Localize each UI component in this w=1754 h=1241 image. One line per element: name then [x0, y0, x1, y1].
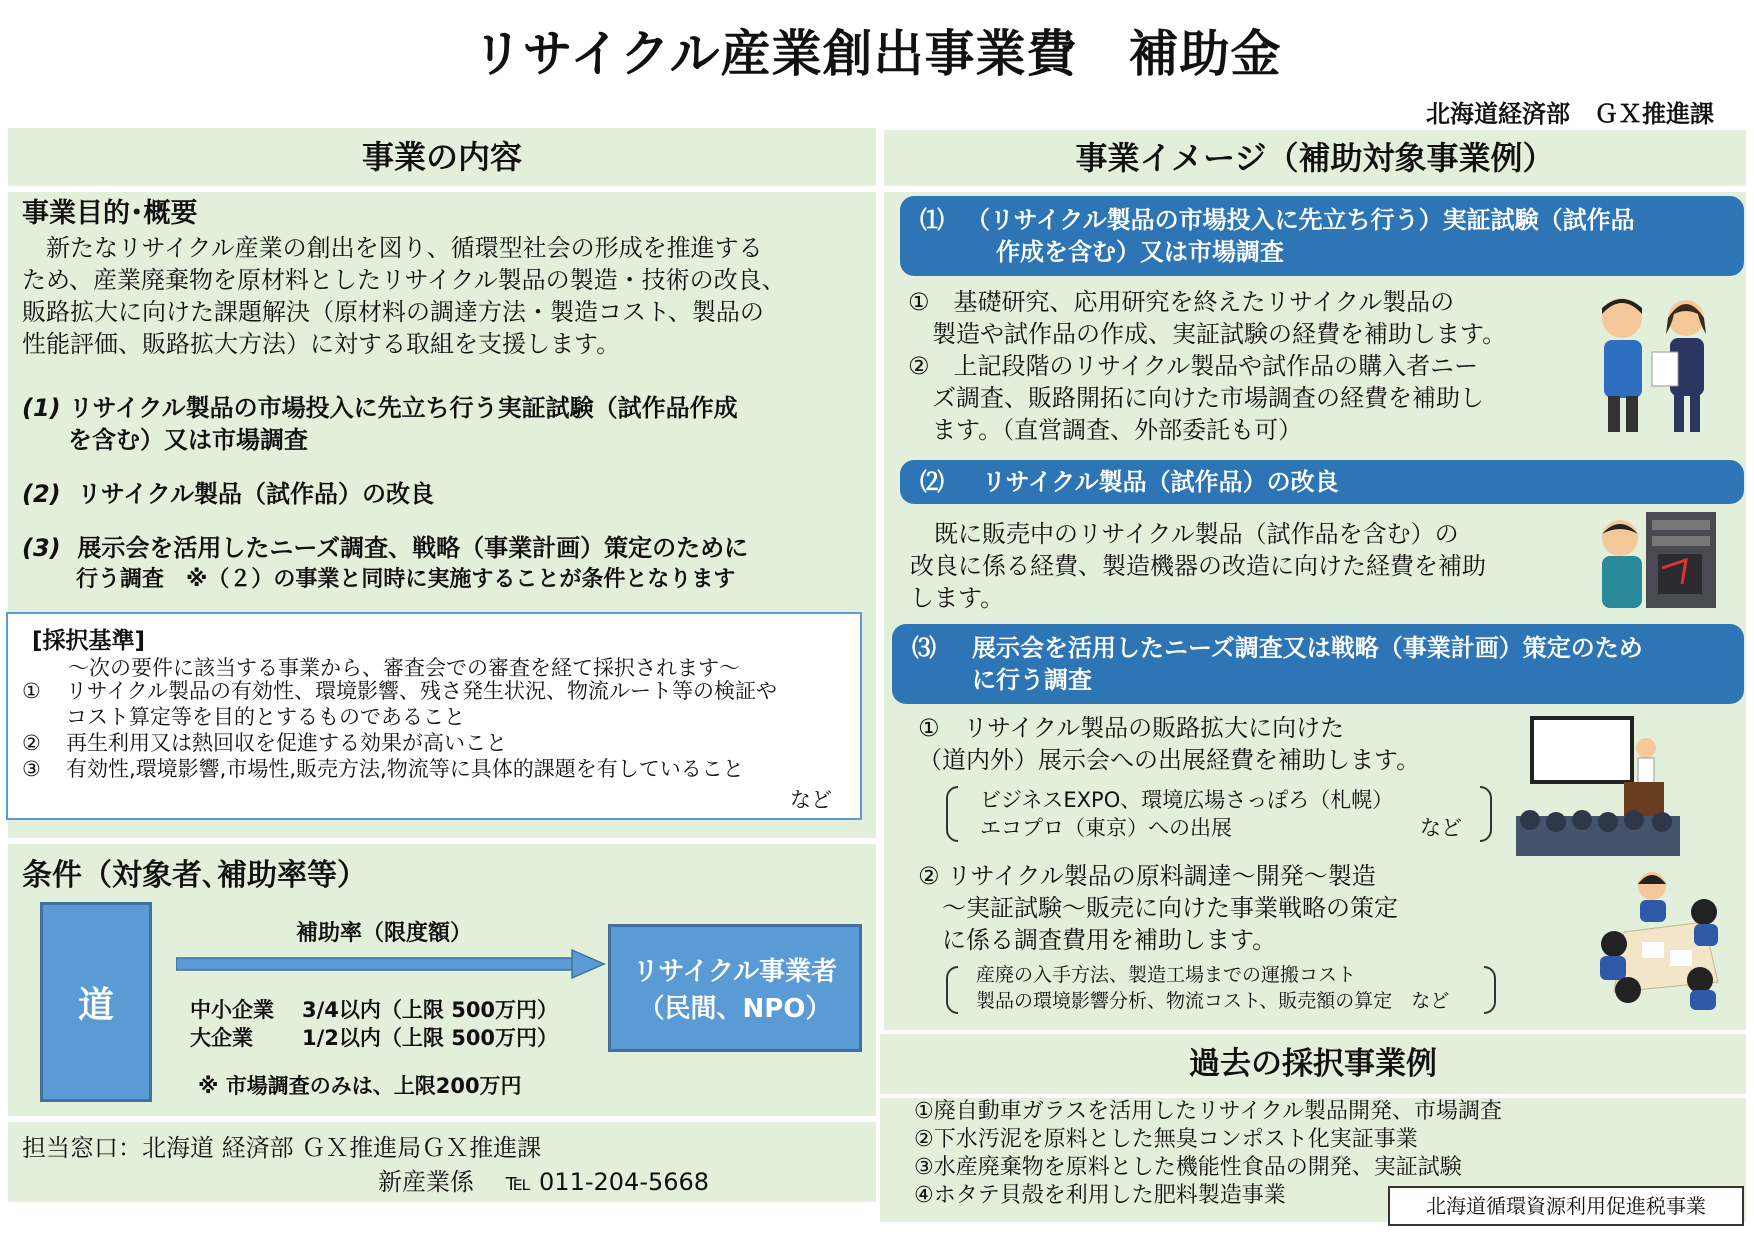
contact-line: 新産業係 ℡ 011-204-5668	[378, 1168, 710, 1196]
section-3-sub-1	[918, 712, 1458, 776]
past-item: ③水産廃棄物を原料とした機能性食品の開発、実証試験	[914, 1155, 1462, 1180]
section-2-body	[910, 518, 1570, 614]
section-title: （リサイクル製品の市場投入に先立ち行う）実証試験（試作品	[966, 206, 1635, 234]
left-heading-bar	[8, 128, 876, 186]
tax-program-text: 北海道循環資源利用促進税事業	[1426, 1194, 1706, 1218]
large-label: 大企業	[190, 1026, 253, 1050]
section-line: ① 基礎研究、応用研究を終えたリサイクル製品の	[908, 288, 1455, 316]
section-line: 既に販売中のリサイクル製品（試作品を含む）の	[910, 520, 1459, 548]
section-title: リサイクル製品（試作品）の改良	[982, 468, 1339, 496]
contact-line: 担当窓口：北海道 経済部 ＧＸ推進局ＧＸ推進課	[22, 1134, 542, 1162]
bracket-right	[1484, 966, 1496, 1014]
section-3-sub-2	[918, 860, 1458, 956]
criteria-number: ②	[22, 731, 41, 755]
section-line: 製造や試作品の作成、実証試験の経費を補助します。	[908, 320, 1507, 348]
criteria-number: ①	[22, 679, 41, 703]
section-number: ⑵	[920, 468, 944, 496]
criteria-row	[22, 756, 852, 782]
section-line: ます。（直営調査、外部委託も可）	[908, 416, 1303, 444]
recipient-sublabel: （民間、NPO）	[638, 994, 832, 1024]
item-text: リサイクル製品の市場投入に先立ち行う実証試験（試作品作成	[69, 394, 738, 422]
exhibition-illustration	[1516, 712, 1680, 856]
left-heading: 事業の内容	[361, 138, 522, 176]
criteria-etc: など	[790, 788, 832, 812]
bracket-1-etc: など	[1420, 816, 1462, 840]
past-heading-bar	[880, 1034, 1746, 1094]
criteria-label: [採択基準]	[32, 628, 146, 654]
bracket-line: 産廃の入手方法、製造工場までの運搬コスト	[976, 964, 1357, 986]
department-label: 北海道経済部 ＧＸ推進課	[1426, 100, 1714, 128]
section-1-body	[908, 286, 1568, 446]
right-heading: 事業イメージ（補助対象事業例）	[1075, 139, 1555, 177]
recipient-box	[608, 924, 862, 1052]
item-number: (2)	[22, 480, 61, 508]
machine-repair-illustration	[1590, 508, 1724, 612]
criteria-list	[22, 678, 852, 782]
criteria-box	[6, 612, 862, 820]
purpose-line: 性能評価、販路拡大方法）に対する取組を支援します。	[22, 330, 621, 358]
purpose-label: 事業目的･概要	[22, 198, 198, 229]
item-number: (1)	[22, 394, 61, 422]
past-item: ②下水汚泥を原料とした無臭コンポスト化実証事業	[914, 1127, 1418, 1152]
section-title: 作成を含む）又は市場調査	[996, 238, 1284, 266]
bracket-line: ビジネスEXPO、環境広場さっぽろ（札幌）	[980, 788, 1394, 812]
section-line: ② リサイクル製品の原料調達～開発～製造	[918, 862, 1376, 890]
section-line: ② 上記段階のリサイクル製品や試作品の購入者ニー	[908, 352, 1479, 380]
section-line: ① リサイクル製品の販路拡大に向けた	[918, 714, 1345, 742]
bracket-line: エコプロ（東京）への出展	[980, 816, 1232, 840]
section-line: ズ調査、販路開拓に向けた市場調査の経費を補助し	[908, 384, 1484, 412]
section-line: 改良に係る経費、製造機器の改造に向けた経費を補助	[910, 552, 1486, 580]
section-3-header	[892, 624, 1744, 704]
item-text: 行う調査 ※（２）の事業と同時に実施することが条件となります	[76, 567, 736, 592]
section-line: ～実証試験～販売に向けた事業戦略の策定	[918, 894, 1398, 922]
hokkaido-label: 道	[77, 984, 114, 1026]
item-number: (3)	[22, 534, 61, 562]
section-line: に係る調査費用を補助します。	[918, 926, 1277, 954]
conditions-heading: 条件（対象者､補助率等）	[22, 858, 367, 893]
large-rate: 1/2以内（上限 500万円）	[302, 1026, 559, 1050]
bracket-1-content	[980, 786, 1400, 842]
past-item: ①廃自動車ガラスを活用したリサイクル製品開発、市場調査	[914, 1099, 1502, 1124]
section-title: に行う調査	[972, 666, 1092, 694]
criteria-text: コスト算定等を目的とするものであること	[66, 705, 465, 729]
past-item: ④ホタテ貝殻を利用した肥料製造事業	[914, 1183, 1286, 1208]
section-2-header	[900, 460, 1744, 504]
sme-label: 中小企業	[190, 998, 274, 1022]
bracket-line: 製品の環境影響分析、物流コスト、販売額の算定 など	[976, 990, 1450, 1012]
criteria-row	[22, 704, 852, 730]
meeting-illustration	[1594, 862, 1728, 1012]
right-heading-bar	[884, 130, 1746, 186]
criteria-row	[22, 730, 852, 756]
bracket-2-content	[976, 962, 1486, 1014]
conditions-panel	[8, 844, 876, 1116]
item-2	[22, 478, 872, 510]
rate-table	[190, 996, 558, 1052]
tax-program-label	[1388, 1186, 1744, 1226]
recipient-label: リサイクル事業者	[632, 957, 838, 987]
criteria-text: 再生利用又は熱回収を促進する効果が高いこと	[66, 731, 507, 755]
past-heading: 過去の採択事業例	[1189, 1046, 1437, 1082]
sme-rate: 3/4以内（上限 500万円）	[302, 998, 559, 1022]
consultation-illustration	[1574, 288, 1734, 438]
section-title: 展示会を活用したニーズ調査又は戦略（事業計画）策定のため	[972, 634, 1643, 662]
rate-note: ※ 市場調査のみは、上限200万円	[198, 1074, 522, 1098]
purpose-line: 新たなリサイクル産業の創出を図り、循環型社会の形成を推進する	[22, 234, 763, 262]
purpose-line: ため、産業廃棄物を原材料としたリサイクル製品の製造・技術の改良、	[22, 266, 786, 294]
section-number: ⑴	[920, 206, 944, 234]
section-line: （道内外）展示会への出展経費を補助します。	[918, 746, 1421, 774]
criteria-intro: ～次の要件に該当する事業から、審査会での審査を経て採択されます～	[68, 656, 740, 680]
bracket-left	[946, 966, 958, 1014]
item-text: リサイクル製品（試作品）の改良	[77, 480, 434, 508]
criteria-text: リサイクル製品の有効性、環境影響、残さ発生状況、物流ルート等の検証や	[66, 679, 778, 703]
criteria-number: ③	[22, 757, 41, 781]
section-1-header	[900, 196, 1744, 276]
criteria-row	[22, 678, 852, 704]
section-number: ⑶	[912, 634, 936, 662]
item-text: 展示会を活用したニーズ調査、戦略（事業計画）策定のために	[77, 534, 749, 562]
criteria-text: 有効性,環境影響,市場性,販売方法,物流等に具体的課題を有していること	[66, 757, 744, 781]
rate-label: 補助率（限度額）	[296, 921, 473, 946]
business-image-panel	[884, 192, 1746, 1030]
arrow-right-icon	[176, 948, 606, 980]
purpose-line: 販路拡大に向けた課題解決（原材料の調達方法・製造コスト、製品の	[22, 298, 764, 326]
purpose-text	[22, 232, 872, 360]
page-title: リサイクル産業創出事業費 補助金	[472, 25, 1282, 83]
bracket-left	[946, 786, 958, 842]
bracket-right	[1480, 786, 1492, 842]
contact-panel	[8, 1122, 876, 1202]
item-3	[22, 532, 872, 596]
item-text: を含む）又は市場調査	[68, 426, 308, 454]
hokkaido-box	[40, 902, 152, 1102]
item-1	[22, 392, 872, 456]
section-line: します。	[910, 584, 1005, 612]
business-content-panel	[8, 192, 876, 838]
